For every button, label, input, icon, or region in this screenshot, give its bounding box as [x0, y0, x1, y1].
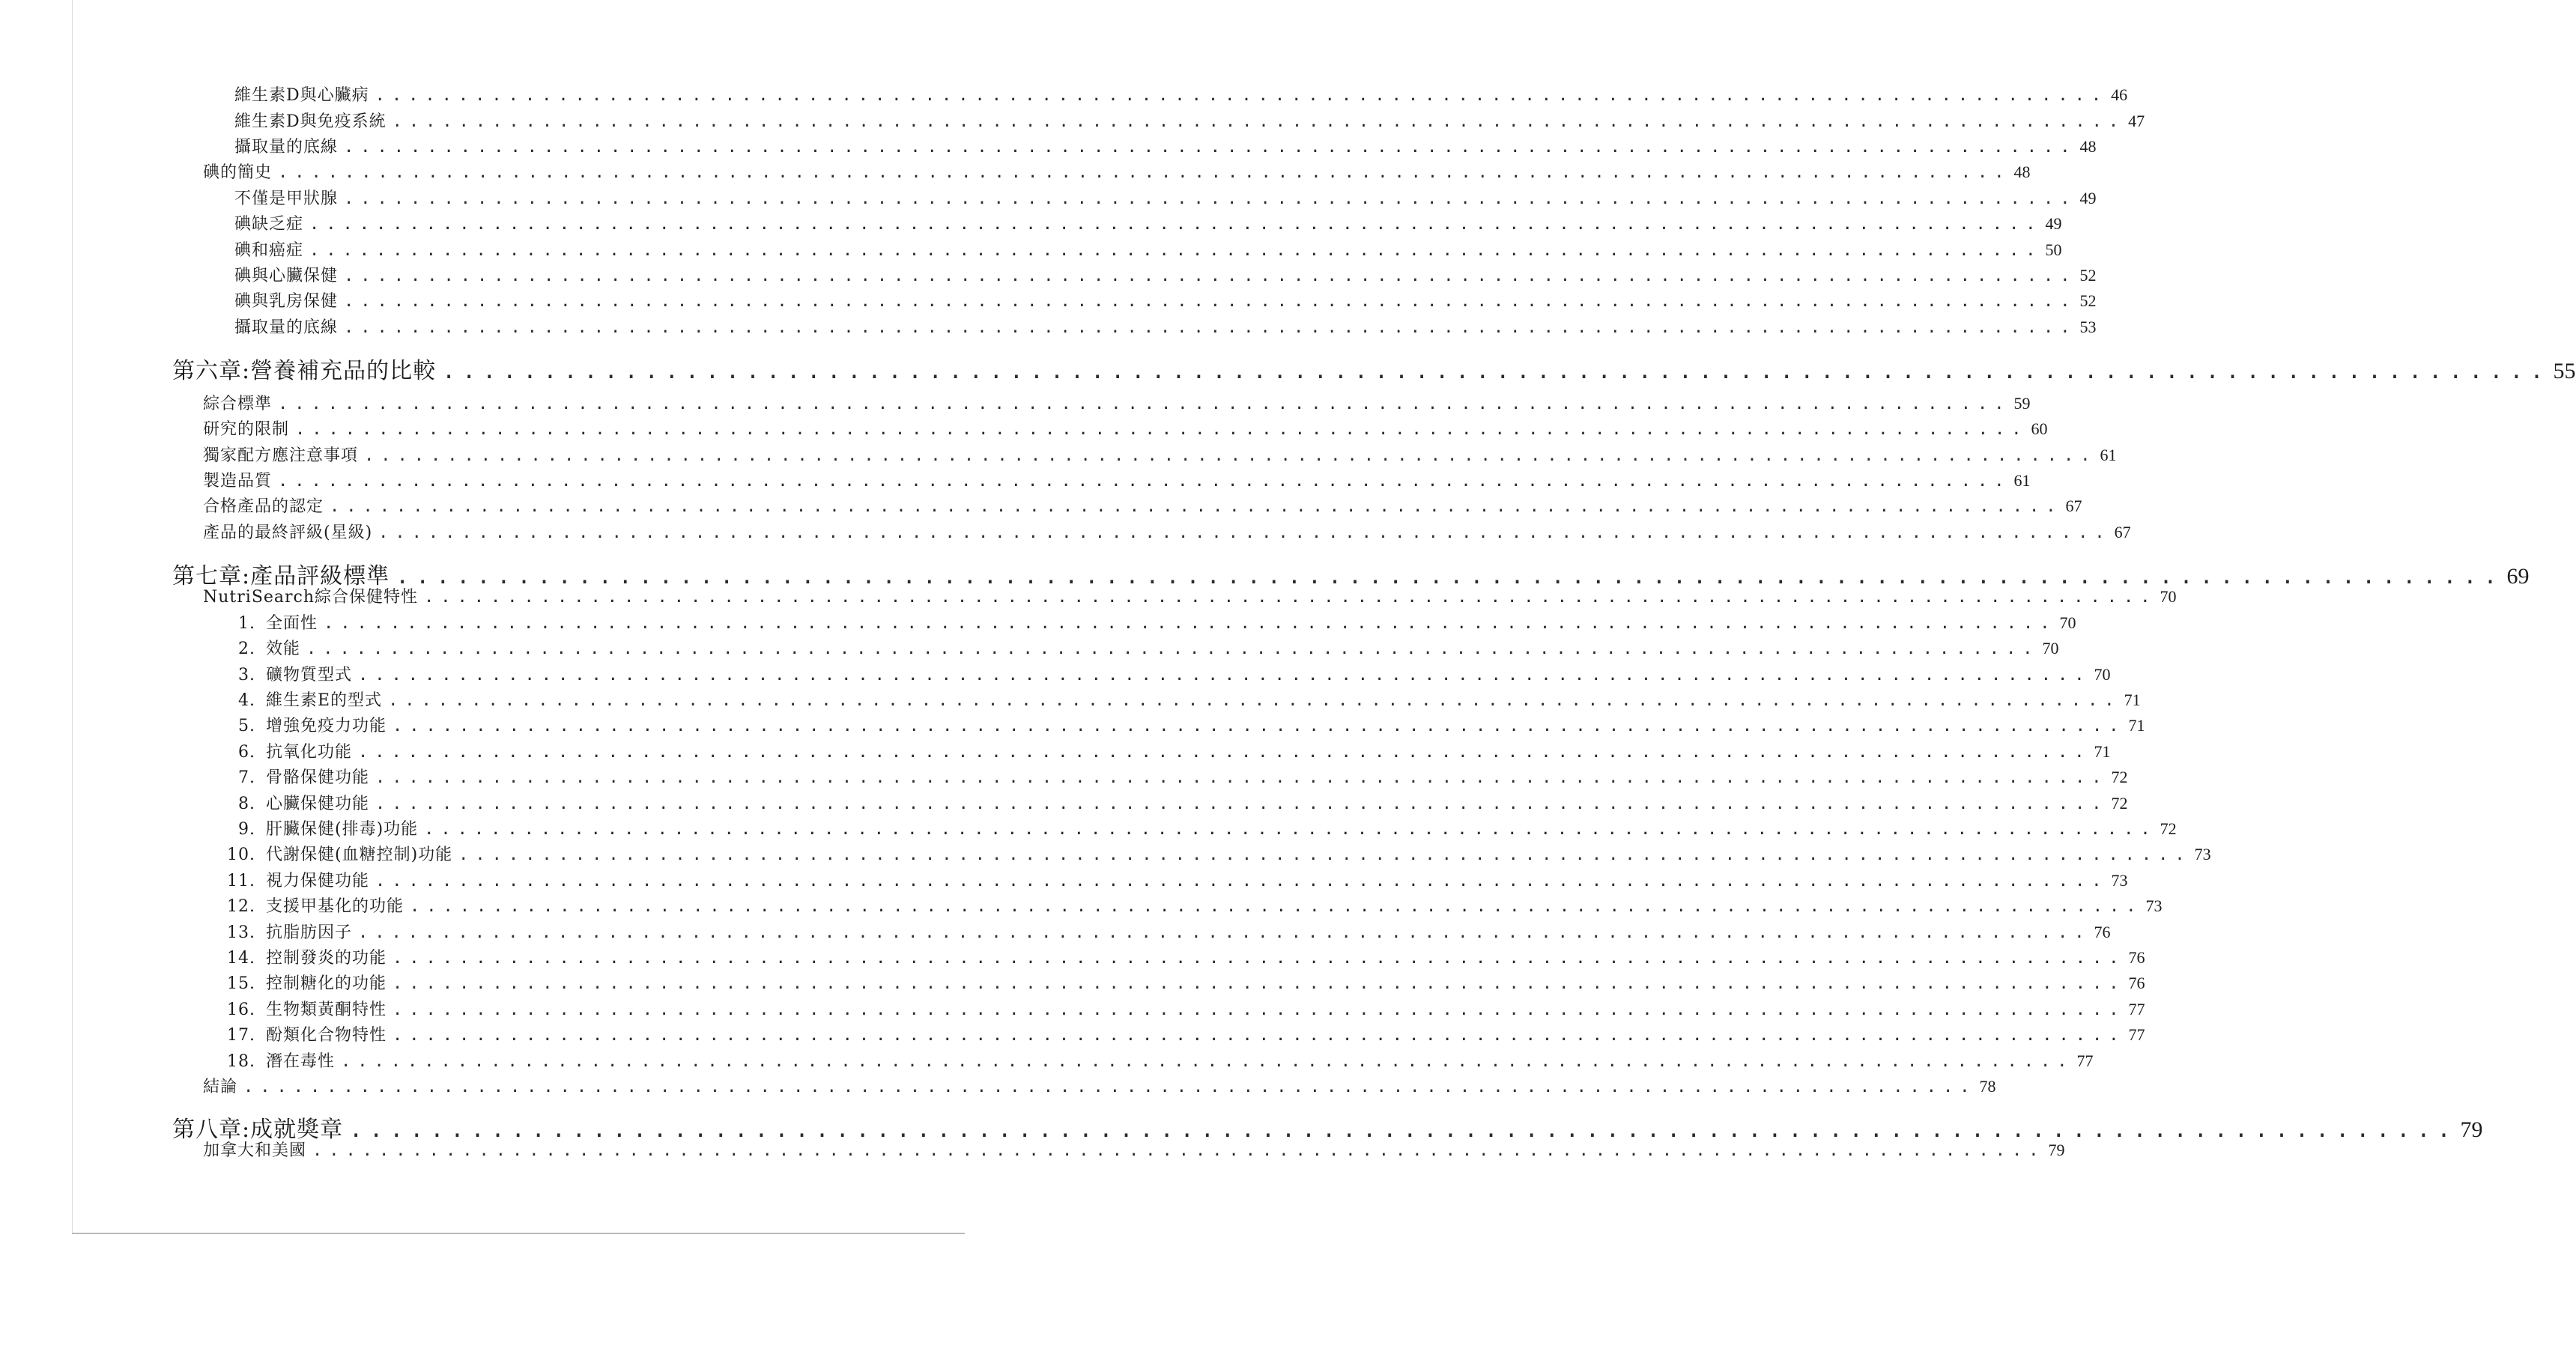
- item-number: 3.: [238, 666, 255, 684]
- toc-entry-title: 產品的最終評級(星級): [203, 523, 373, 542]
- toc-entry-page: 77: [2128, 1000, 2145, 1019]
- toc-entry[interactable]: [234, 109, 2145, 132]
- item-number: 8.: [238, 795, 255, 813]
- toc-entry-title: 支援甲基化的功能: [266, 897, 404, 916]
- item-number: 9.: [238, 820, 255, 839]
- toc-entry[interactable]: [203, 520, 2131, 543]
- toc-entry-title: 研究的限制: [203, 420, 290, 439]
- toc-entry-title: 碘的簡史: [203, 163, 273, 182]
- dot-leader: ........................................................................................................: [442, 358, 2551, 384]
- dot-leader: ........................................................................................................: [375, 768, 2109, 787]
- page-bottom-edge: [72, 1233, 965, 1234]
- toc-entry-page: 70: [2042, 639, 2059, 658]
- toc-chapter-entry[interactable]: [172, 352, 2576, 385]
- dot-leader: ........................................................................................................: [424, 588, 2157, 607]
- toc-entry-title: NutriSearch綜合保健特性: [203, 588, 419, 607]
- toc-entry-page: 78: [1979, 1077, 1996, 1096]
- toc-entry-title: 潛在毒性: [266, 1052, 336, 1071]
- toc-entry[interactable]: [234, 82, 2128, 106]
- toc-entry-page: 73: [2111, 871, 2128, 890]
- toc-entry[interactable]: [234, 186, 2097, 209]
- toc-entry-title: 獨家配方應注意事項: [203, 446, 359, 465]
- dot-leader: ........................................................................................................: [309, 215, 2043, 234]
- toc-entry-title: 控制發炎的功能: [266, 949, 387, 968]
- toc-entry-page: 53: [2079, 318, 2097, 336]
- toc-entry-page: 49: [2045, 214, 2062, 233]
- toc-entry[interactable]: [234, 288, 2097, 312]
- toc-entry-page: 71: [2128, 716, 2145, 735]
- dot-leader: ........................................................................................................: [330, 497, 2063, 516]
- toc-numbered-entry[interactable]: [227, 997, 2145, 1020]
- toc-entry-page: 71: [2124, 690, 2141, 709]
- dot-leader: ........................................................................................................: [312, 1141, 2046, 1160]
- toc-entry-page: 52: [2079, 266, 2097, 285]
- toc-entry[interactable]: [203, 391, 2031, 414]
- toc-entry-page: 48: [2013, 163, 2031, 181]
- item-number: 7.: [238, 768, 255, 787]
- toc-entry-title: 維生素D與心臟病: [234, 86, 369, 105]
- item-number: 18.: [227, 1052, 255, 1071]
- item-number: 12.: [227, 897, 255, 916]
- dot-leader: ........................................................................................................: [324, 614, 2057, 633]
- item-number: 6.: [238, 743, 255, 762]
- item-number: 1.: [238, 614, 255, 633]
- toc-entry-page: 67: [2114, 523, 2131, 541]
- toc-entry-title: 肝臟保健(排毒)功能: [266, 820, 419, 839]
- toc-entry-page: 60: [2031, 419, 2048, 438]
- dot-leader: ........................................................................................................: [344, 292, 2077, 311]
- toc-entry-title: 抗脂肪因子: [266, 923, 353, 942]
- dot-leader: ........................................................................................................: [295, 420, 2028, 439]
- item-number: 2.: [238, 640, 255, 658]
- toc-entry-page: 76: [2128, 948, 2145, 967]
- dot-leader: ........................................................................................................: [410, 897, 2143, 916]
- toc-entry-title: 維生素D與免疫系統: [234, 112, 387, 131]
- toc-entry-title: 合格產品的認定: [203, 497, 324, 516]
- toc-entry-title: 結論: [203, 1078, 238, 1096]
- toc-entry-title: 碘與乳房保健: [234, 292, 339, 311]
- toc-entry[interactable]: [234, 237, 2062, 261]
- dot-leader: ........................................................................................................: [393, 1026, 2126, 1045]
- toc-entry-page: 77: [2128, 1025, 2145, 1044]
- dot-leader: ........................................................................................................: [393, 949, 2126, 968]
- toc-entry-page: 67: [2065, 497, 2082, 515]
- toc-entry-page: 77: [2076, 1051, 2094, 1070]
- toc-numbered-entry[interactable]: [227, 945, 2145, 968]
- toc-entry-title: 生物類黃酮特性: [266, 1001, 387, 1019]
- toc-entry-page: 73: [2145, 896, 2163, 915]
- toc-entry-page: 61: [2013, 471, 2031, 490]
- toc-entry-page: 46: [2111, 85, 2128, 104]
- toc-entry-title: 增強免疫力功能: [266, 717, 387, 735]
- dot-leader: ........................................................................................................: [358, 923, 2091, 942]
- toc-entry-title: 碘和癌症: [234, 241, 304, 260]
- dot-leader: ........................................................................................................: [358, 743, 2091, 762]
- item-number: 13.: [227, 923, 255, 942]
- toc-entry-page: 72: [2160, 819, 2177, 838]
- toc-entry-page: 76: [2128, 974, 2145, 992]
- dot-leader: ........................................................................................................: [344, 318, 2077, 337]
- toc-entry-title: 製造品質: [203, 472, 273, 491]
- toc-entry-page: 70: [2160, 587, 2177, 606]
- item-number: 15.: [227, 974, 255, 993]
- dot-leader: ........................................................................................................: [388, 691, 2121, 710]
- toc-numbered-entry[interactable]: [227, 791, 2128, 814]
- toc-entry-title: 綜合標準: [203, 395, 273, 413]
- toc-entry[interactable]: [203, 1074, 1996, 1097]
- toc-entry-title: 心臟保健功能: [266, 795, 370, 813]
- toc-entry-title: 代謝保健(血糖控制)功能: [266, 846, 453, 864]
- toc-entry[interactable]: [203, 1138, 2065, 1161]
- toc-numbered-entry[interactable]: [227, 739, 2111, 762]
- dot-leader: ........................................................................................................: [278, 395, 2011, 413]
- item-number: 4.: [238, 691, 255, 710]
- toc-entry[interactable]: [203, 416, 2048, 440]
- toc-entry-page: 50: [2045, 240, 2062, 259]
- toc-entry-page: 47: [2128, 112, 2145, 130]
- dot-leader: ........................................................................................................: [341, 1052, 2074, 1071]
- toc-numbered-entry[interactable]: [227, 765, 2128, 788]
- toc-entry-title: 攝取量的底線: [234, 138, 339, 157]
- dot-leader: ........................................................................................................: [375, 872, 2109, 890]
- toc-entry[interactable]: [203, 468, 2031, 491]
- toc-entry-title: 全面性: [266, 614, 318, 633]
- toc-entry-title: 攝取量的底線: [234, 318, 339, 337]
- toc-numbered-entry[interactable]: [227, 816, 2177, 840]
- toc-numbered-entry[interactable]: [227, 920, 2111, 943]
- toc-entry[interactable]: [203, 584, 2177, 607]
- toc-numbered-entry[interactable]: [227, 1048, 2094, 1072]
- toc-entry[interactable]: [234, 263, 2097, 286]
- toc-entry-title: 視力保健功能: [266, 872, 370, 890]
- dot-leader: ........................................................................................................: [393, 974, 2126, 993]
- dot-leader: ........................................................................................................: [278, 163, 2011, 182]
- toc-numbered-entry[interactable]: [227, 662, 2111, 685]
- dot-leader: ........................................................................................................: [306, 640, 2040, 658]
- dot-leader: ........................................................................................................: [396, 563, 2504, 589]
- chapter-page: 69: [2506, 564, 2530, 589]
- toc-entry[interactable]: [203, 494, 2082, 517]
- toc-entry-title: 加拿大和美國: [203, 1141, 307, 1160]
- toc-entry-page: 59: [2013, 394, 2031, 413]
- toc-entry-page: 49: [2079, 189, 2097, 207]
- dot-leader: ........................................................................................................: [393, 717, 2126, 735]
- dot-leader: ........................................................................................................: [344, 267, 2077, 285]
- toc-entry-page: 61: [2100, 446, 2117, 464]
- dot-leader: ........................................................................................................: [344, 189, 2077, 208]
- toc-entry-title: 效能: [266, 640, 301, 658]
- toc-entry-page: 72: [2111, 768, 2128, 786]
- toc-entry-page: 70: [2094, 665, 2111, 684]
- toc-entry-title: 骨骼保健功能: [266, 768, 370, 787]
- dot-leader: ........................................................................................................: [375, 86, 2109, 105]
- toc-entry-title: 碘缺乏症: [234, 215, 304, 234]
- dot-leader: ........................................................................................................: [358, 666, 2091, 684]
- toc-numbered-entry[interactable]: [227, 610, 2076, 634]
- chapter-page: 55: [2553, 359, 2576, 383]
- toc-entry-page: 71: [2094, 742, 2111, 761]
- dot-leader: ........................................................................................................: [364, 446, 2097, 465]
- dot-leader: ........................................................................................................: [344, 138, 2077, 157]
- dot-leader: ........................................................................................................: [309, 241, 2043, 260]
- chapter-page: 79: [2460, 1117, 2483, 1142]
- toc-entry-page: 73: [2194, 845, 2211, 863]
- chapter-title: 第六章:營養補充品的比較: [172, 358, 437, 384]
- chapter-title: 第八章:成就獎章: [172, 1117, 344, 1143]
- toc-entry-page: 52: [2079, 291, 2097, 310]
- item-number: 11.: [227, 872, 255, 890]
- dot-leader: ........................................................................................................: [393, 1001, 2126, 1019]
- dot-leader: ........................................................................................................: [278, 472, 2011, 491]
- dot-leader: ........................................................................................................: [392, 112, 2126, 131]
- toc-entry[interactable]: [203, 160, 2031, 183]
- toc-numbered-entry[interactable]: [227, 636, 2059, 659]
- toc-entry[interactable]: [234, 315, 2097, 338]
- toc-entry-title: 維生素E的型式: [266, 691, 383, 710]
- toc-entry-title: 碘與心臟保健: [234, 267, 339, 285]
- toc-numbered-entry[interactable]: [227, 971, 2145, 994]
- toc-entry-title: 酚類化合物特性: [266, 1026, 387, 1045]
- item-number: 14.: [227, 949, 255, 968]
- toc-numbered-entry[interactable]: [227, 893, 2163, 917]
- toc-entry-page: 48: [2079, 137, 2097, 156]
- item-number: 17.: [227, 1026, 255, 1045]
- item-number: 16.: [227, 1001, 255, 1019]
- toc-entry-title: 不僅是甲狀腺: [234, 189, 339, 208]
- item-number: 5.: [238, 717, 255, 735]
- dot-leader: ........................................................................................................: [378, 523, 2112, 542]
- toc-entry[interactable]: [234, 134, 2097, 157]
- toc-entry-title: 礦物質型式: [266, 666, 353, 684]
- toc-entry[interactable]: [234, 211, 2062, 234]
- toc-numbered-entry[interactable]: [227, 687, 2141, 711]
- toc-numbered-entry[interactable]: [227, 868, 2128, 891]
- toc-numbered-entry[interactable]: [227, 842, 2211, 865]
- toc-entry-title: 抗氧化功能: [266, 743, 353, 762]
- item-number: 10.: [227, 846, 255, 864]
- toc-entry-page: 70: [2059, 613, 2076, 632]
- dot-leader: ........................................................................................................: [424, 820, 2157, 839]
- chapter-title: 第七章:產品評級標準: [172, 563, 390, 589]
- dot-leader: ........................................................................................................: [349, 1117, 2458, 1143]
- toc-entry-title: 控制糖化的功能: [266, 974, 387, 993]
- dot-leader: ........................................................................................................: [375, 795, 2109, 813]
- toc-numbered-entry[interactable]: [227, 713, 2145, 736]
- toc-entry-page: 72: [2111, 794, 2128, 813]
- toc-entry-page: 79: [2048, 1141, 2065, 1159]
- dot-leader: ........................................................................................................: [458, 846, 2192, 864]
- dot-leader: ........................................................................................................: [243, 1078, 1977, 1096]
- toc-entry-page: 76: [2094, 923, 2111, 941]
- toc-numbered-entry[interactable]: [227, 1022, 2145, 1045]
- toc-entry[interactable]: [203, 443, 2117, 466]
